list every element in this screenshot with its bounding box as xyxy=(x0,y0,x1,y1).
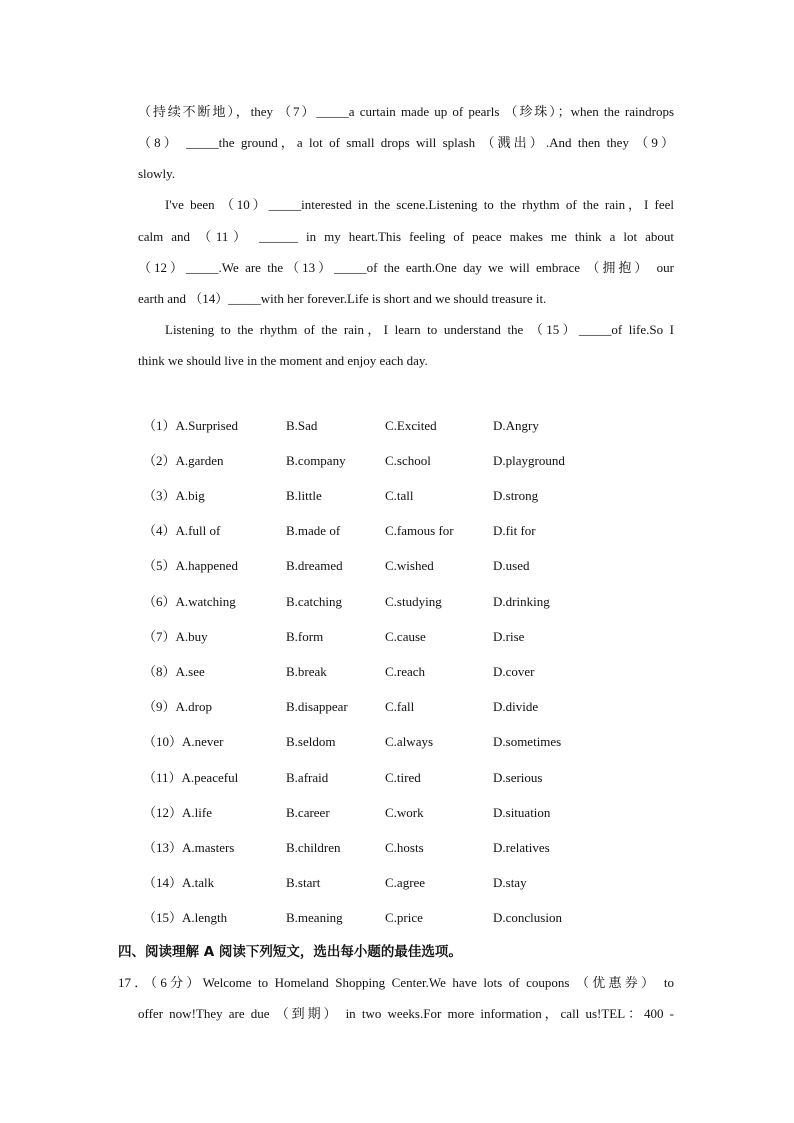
option-b: B.catching xyxy=(286,594,342,609)
option-a: （2）A.garden xyxy=(143,453,224,468)
option-a: （7）A.buy xyxy=(143,629,208,644)
passage-line: earth and （14）_____with her forever.Life is short and we should treasure it. xyxy=(138,291,547,306)
passage-line: （8） _____the ground，a lot of small drops will splash （溅出）.And then they （9） xyxy=(138,135,674,150)
option-d: D.drinking xyxy=(493,594,550,609)
option-c: C.tall xyxy=(385,488,414,503)
question-17-line: 17．（6分）Welcome to Homeland Shopping Center.We have lots of coupons （优惠券） to xyxy=(118,975,674,990)
option-c: C.agree xyxy=(385,875,426,890)
option-b: B.form xyxy=(286,629,324,644)
option-c: C.price xyxy=(385,910,423,925)
option-d: D.fit for xyxy=(493,523,536,538)
option-c: C.work xyxy=(385,805,424,820)
section-heading: 四、阅读理解 A 阅读下列短文，选出每小题的最佳选项。 xyxy=(118,944,462,960)
option-b: B.dreamed xyxy=(286,558,343,573)
passage-line: think we should live in the moment and enjoy each day. xyxy=(138,353,428,368)
option-b: B.afraid xyxy=(286,770,329,785)
option-a: （8）A.see xyxy=(143,664,205,679)
option-c: C.famous for xyxy=(385,523,454,538)
option-c: C.Excited xyxy=(385,418,437,433)
option-c: C.reach xyxy=(385,664,426,679)
option-c: C.wished xyxy=(385,558,434,573)
option-b: B.company xyxy=(286,453,346,468)
option-a: （10）A.never xyxy=(143,734,224,749)
option-c: C.cause xyxy=(385,629,426,644)
option-b: B.break xyxy=(286,664,327,679)
option-c: C.school xyxy=(385,453,431,468)
option-b: B.children xyxy=(286,840,341,855)
option-d: D.playground xyxy=(493,453,565,468)
option-a: （14）A.talk xyxy=(143,875,215,890)
option-a: （12）A.life xyxy=(143,805,212,820)
option-d: D.Angry xyxy=(493,418,539,433)
option-a: （6）A.watching xyxy=(143,594,236,609)
option-c: C.hosts xyxy=(385,840,424,855)
option-d: D.strong xyxy=(493,488,539,503)
passage-line: calm and （11） ______ in my heart.This feeling of peace makes me think a lot about xyxy=(138,229,674,244)
option-a: （3）A.big xyxy=(143,488,205,503)
option-d: D.conclusion xyxy=(493,910,562,925)
passage-line: （持续不断地），they （7）_____a curtain made up of pearls （珍珠）；when the raindrops xyxy=(138,104,674,119)
option-d: D.situation xyxy=(493,805,551,820)
option-b: B.little xyxy=(286,488,322,503)
option-c: C.tired xyxy=(385,770,421,785)
question-17-line: offer now!They are due （到期） in two weeks.For more information，call us!TEL：400 - xyxy=(138,1006,674,1021)
option-a: （13）A.masters xyxy=(143,840,235,855)
option-b: B.disappear xyxy=(286,699,348,714)
option-c: C.fall xyxy=(385,699,415,714)
option-d: D.sometimes xyxy=(493,734,562,749)
option-d: D.relatives xyxy=(493,840,550,855)
option-a: （1）A.Surprised xyxy=(143,418,238,433)
passage-line: （12）_____.We are the（13）_____of the earth.One day we will embrace （拥抱） our xyxy=(138,260,674,275)
option-d: D.used xyxy=(493,558,530,573)
option-a: （11）A.peaceful xyxy=(143,770,239,785)
option-b: B.Sad xyxy=(286,418,318,433)
option-a: （5）A.happened xyxy=(143,558,238,573)
option-d: D.serious xyxy=(493,770,543,785)
option-d: D.divide xyxy=(493,699,539,714)
option-b: B.meaning xyxy=(286,910,343,925)
option-a: （9）A.drop xyxy=(143,699,212,714)
option-b: B.start xyxy=(286,875,321,890)
option-a: （4）A.full of xyxy=(143,523,221,538)
option-a: （15）A.length xyxy=(143,910,228,925)
option-c: C.studying xyxy=(385,594,442,609)
option-b: B.made of xyxy=(286,523,341,538)
option-b: B.seldom xyxy=(286,734,336,749)
passage-line: Listening to the rhythm of the rain，I learn to understand the （15）_____of life.So I xyxy=(165,322,674,337)
option-c: C.always xyxy=(385,734,434,749)
option-d: D.cover xyxy=(493,664,535,679)
option-b: B.career xyxy=(286,805,330,820)
passage-line: slowly. xyxy=(138,166,176,181)
option-d: D.rise xyxy=(493,629,525,644)
passage-line: I've been （10）_____interested in the scene.Listening to the rhythm of the rain，I feel xyxy=(165,197,674,212)
option-d: D.stay xyxy=(493,875,527,890)
